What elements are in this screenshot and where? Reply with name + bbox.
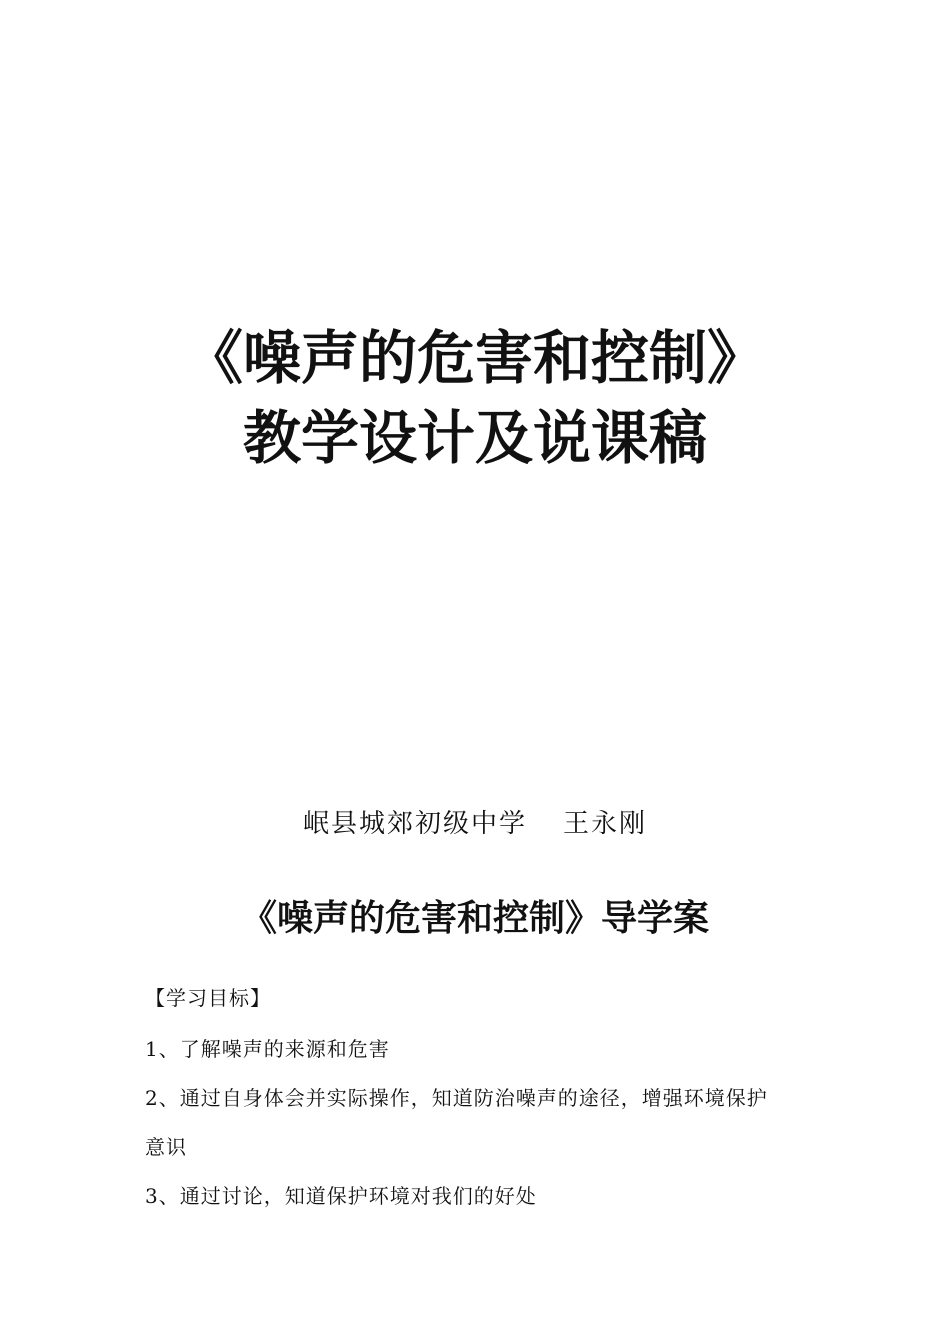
objective-item-1: 1、了解噪声的来源和危害 [145, 1037, 390, 1061]
document-title-line2: 教学设计及说课稿 [242, 404, 707, 472]
author-name: 王永刚 [563, 809, 648, 839]
section-heading: 【学习目标】 [145, 986, 271, 1010]
author-school: 岷县城郊初级中学 [302, 809, 527, 839]
document-title-line1: 《噪声的危害和控制》 [184, 324, 765, 392]
guide-title: 《噪声的危害和控制》导学案 [240, 897, 709, 939]
objective-item-3: 3、通过讨论，知道保护环境对我们的好处 [145, 1184, 537, 1208]
author-line [0, 806, 950, 842]
objective-item-2-continued: 意识 [145, 1135, 187, 1159]
objective-item-2: 2、通过自身体会并实际操作，知道防治噪声的途径，增强环境保护 [145, 1086, 768, 1110]
